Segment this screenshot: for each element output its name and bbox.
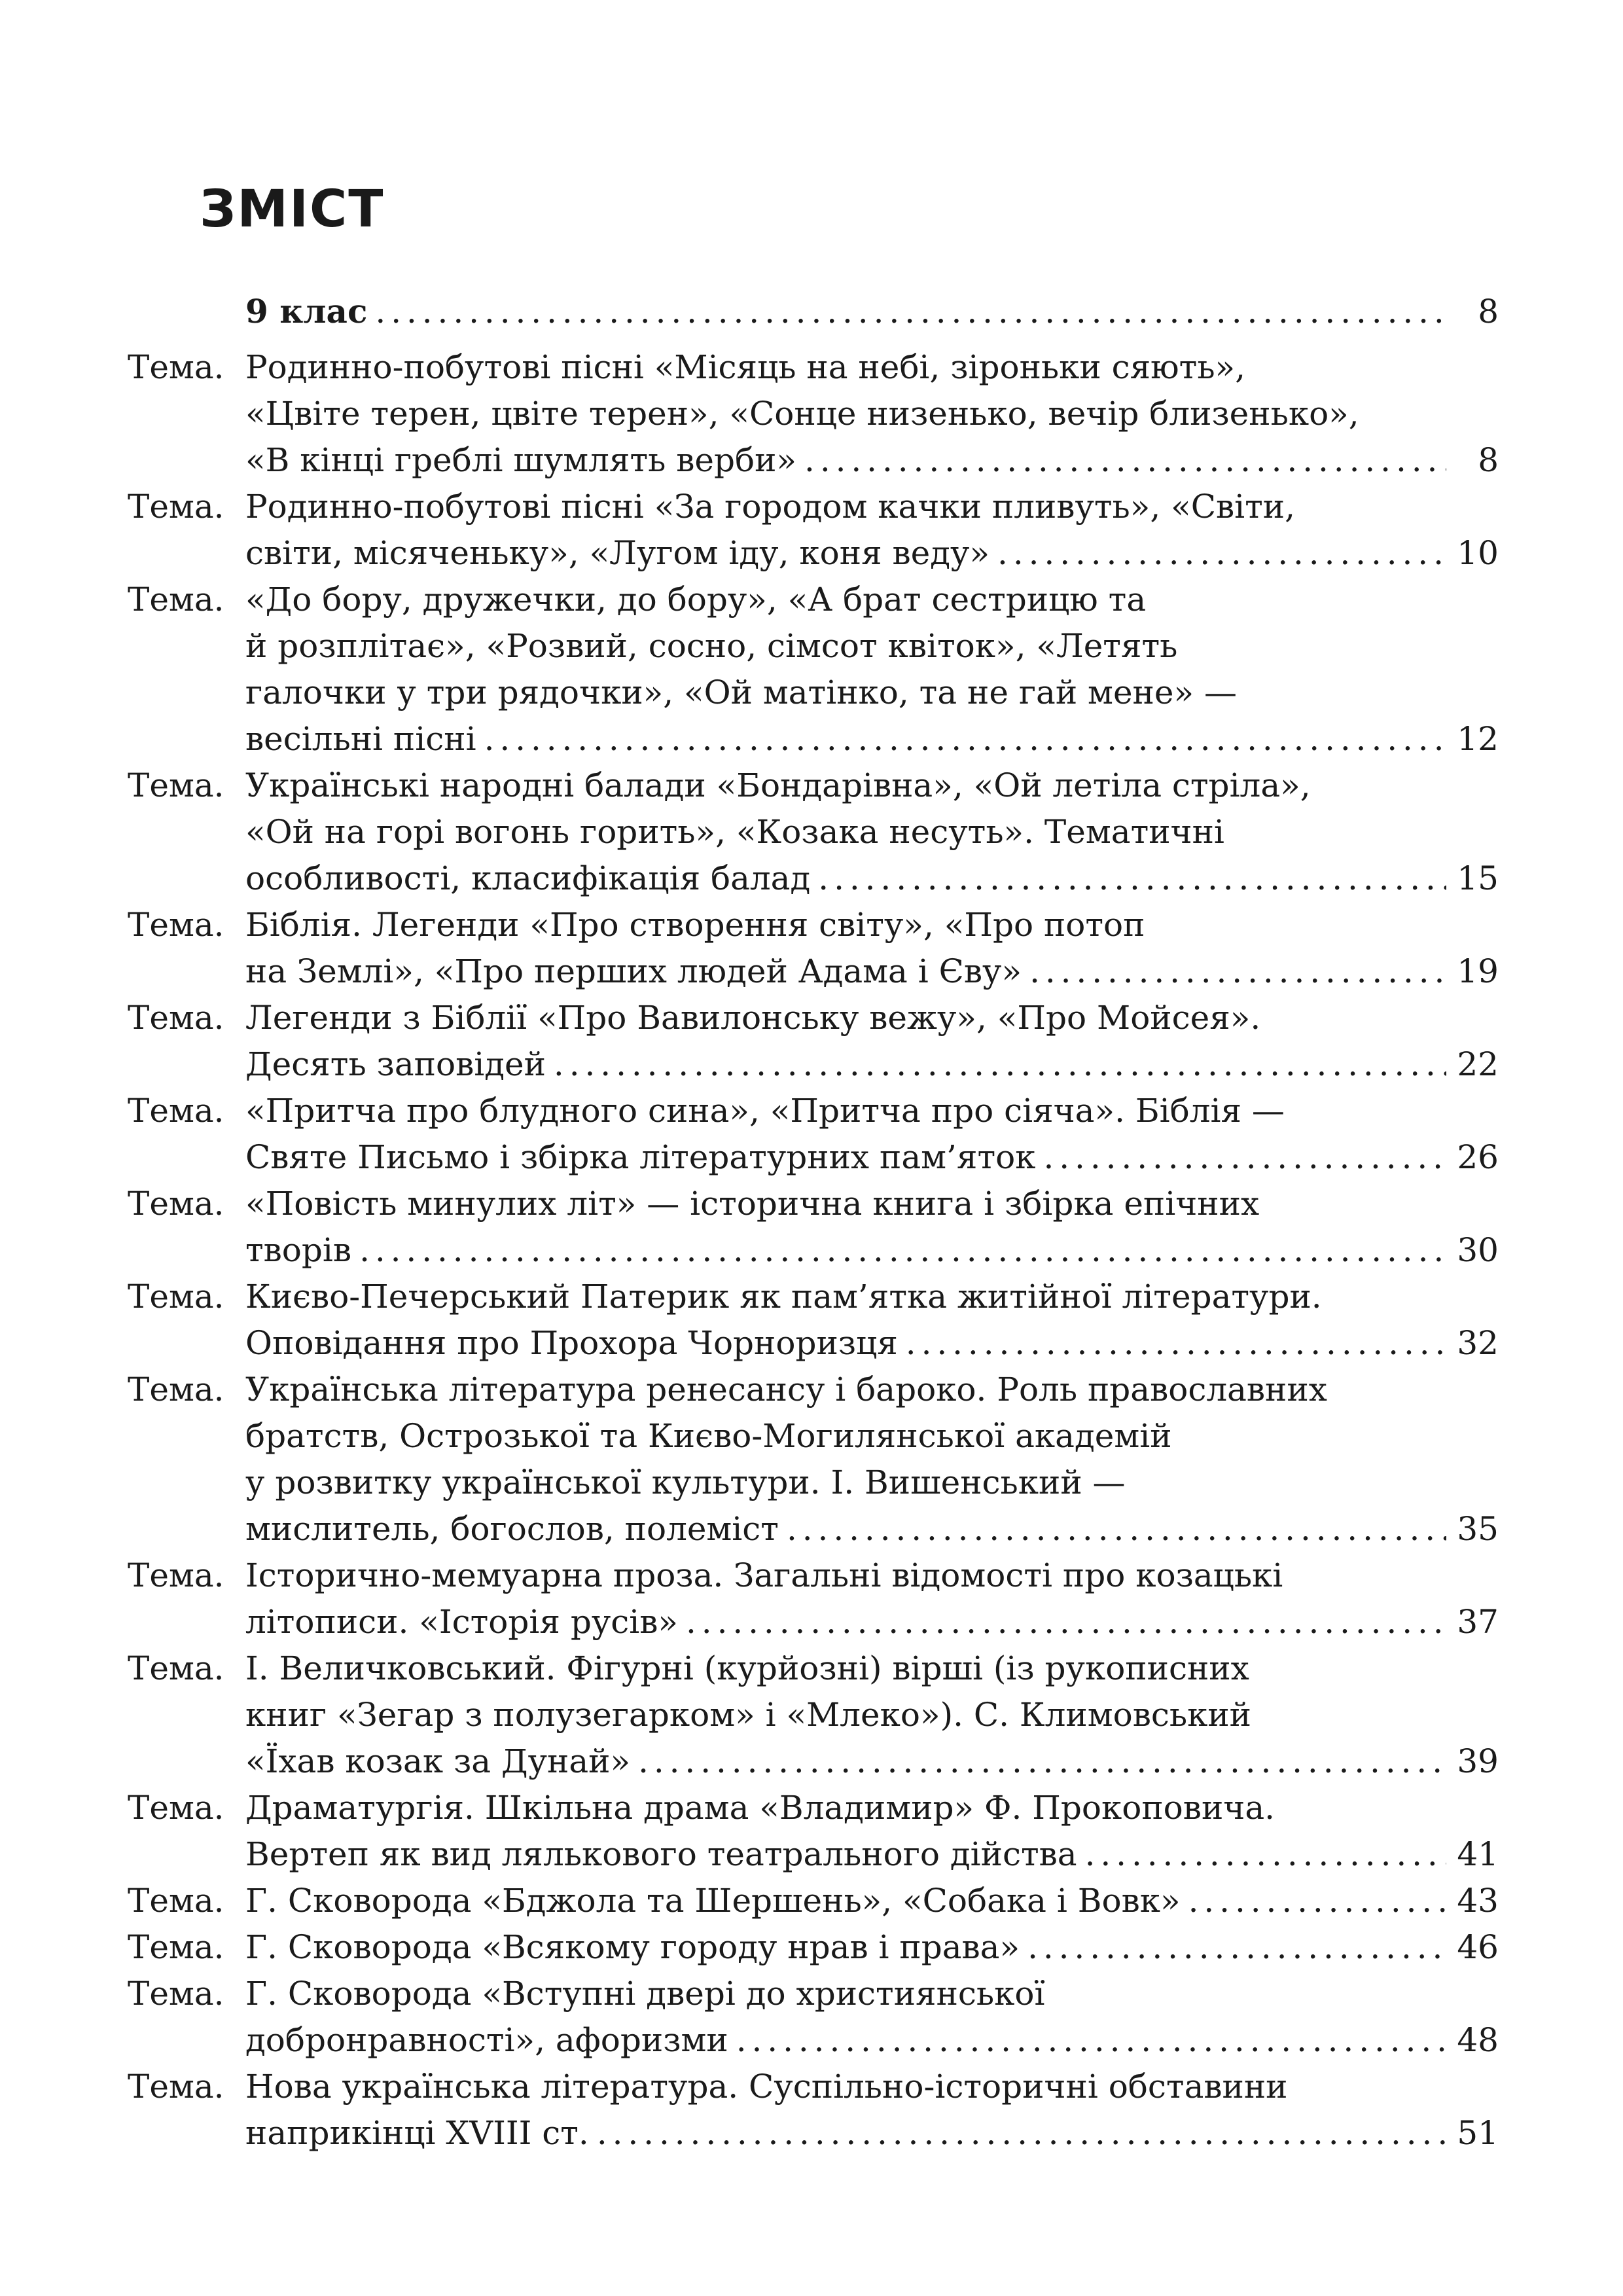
toc-entry-final-line	[245, 1878, 1499, 1924]
toc-entry-prefix: Тема.	[128, 906, 224, 944]
page-number: 37	[1457, 1603, 1499, 1641]
dot-leader	[810, 855, 1446, 902]
toc-entry-final-line	[245, 1738, 1499, 1785]
toc-entry-prefix: Тема.	[128, 1975, 224, 2013]
toc-entry-body	[245, 288, 1499, 335]
toc-entry-line: Історично-мемуарна проза. Загальні відомості про козацькі	[245, 1556, 1283, 1594]
toc-entry-final-line	[245, 716, 1499, 762]
toc-entry-line: галочки у три рядочки», «Ой матінко, та не гай мене» —	[245, 673, 1237, 711]
toc-entry-title-end: «В кінці греблі шумлять верби»	[245, 441, 797, 479]
toc-entry-final-line	[245, 855, 1499, 902]
toc-entry-line: Легенди з Біблії «Про Вавилонську вежу», «Про Мойсея».	[245, 999, 1261, 1037]
toc-entry-prefix: Тема.	[128, 766, 224, 804]
toc-entry-line: книг «Зегар з полузегарком» і «Млеко»). С. Климовський	[245, 1696, 1251, 1734]
dot-leader	[1035, 1134, 1446, 1181]
toc-entry-title-end: Десять заповідей	[245, 1045, 546, 1083]
toc-entry-body	[245, 344, 1499, 484]
toc-entry-line: братств, Острозької та Києво-Могилянської академій	[245, 1417, 1172, 1455]
toc-entry-body	[245, 1971, 1499, 2064]
toc-entry-prefix: Тема.	[128, 1092, 224, 1130]
page-number: 12	[1457, 720, 1499, 758]
toc-entry-body	[245, 1924, 1499, 1971]
toc-entry-body	[245, 1645, 1499, 1785]
dot-leader	[1181, 1878, 1446, 1924]
page-number: 30	[1457, 1231, 1499, 1269]
toc-entry-prefix: Тема.	[128, 1928, 224, 1966]
toc-entry	[128, 1971, 1499, 2064]
page-number: 15	[1457, 859, 1499, 897]
toc-entry-prefix: Тема.	[128, 999, 224, 1037]
toc-entry-prefix: Тема.	[128, 1278, 224, 1316]
toc-entry-prefix: Тема.	[128, 1882, 224, 1920]
page-number: 22	[1457, 1045, 1499, 1083]
toc-entry-body	[245, 762, 1499, 902]
dot-leader	[1020, 1924, 1446, 1971]
toc-entry-final-line	[245, 530, 1499, 577]
toc-entry-title-end: творів	[245, 1231, 352, 1269]
page-number: 46	[1457, 1928, 1499, 1966]
toc-entry	[128, 762, 1499, 902]
toc-entry-line: Родинно-побутові пісні «За городом качки пливуть», «Світи,	[245, 488, 1296, 526]
toc-entry	[128, 1088, 1499, 1181]
toc-entry-line: «Цвіте терен, цвіте терен», «Сонце низенько, вечір близенько»,	[245, 395, 1359, 433]
toc-entry-body	[245, 1088, 1499, 1181]
toc-entry-final-line	[245, 1134, 1499, 1181]
toc-entry-title-end: мислитель, богослов, полеміст	[245, 1510, 779, 1548]
page-number: 32	[1457, 1324, 1499, 1362]
toc-entry	[128, 1274, 1499, 1367]
table-of-contents	[128, 288, 1499, 2157]
toc-entry-final-line	[245, 1924, 1499, 1971]
toc-entry-title-end: 9 клас	[245, 292, 368, 331]
dot-leader	[1022, 948, 1446, 995]
toc-entry-final-line	[245, 1599, 1499, 1645]
page-number: 35	[1457, 1510, 1499, 1548]
toc-entry	[128, 1645, 1499, 1785]
page-title: ЗМІСТ	[200, 180, 385, 239]
toc-entry	[128, 577, 1499, 762]
toc-entry-final-line	[245, 1831, 1499, 1878]
toc-entry-line: «До бору, дружечки, до бору», «А брат сестрицю та	[245, 581, 1147, 619]
toc-entry-line: Біблія. Легенди «Про створення світу», «Про потоп	[245, 906, 1145, 944]
toc-entry-final-line	[245, 437, 1499, 484]
page-number: 19	[1457, 952, 1499, 990]
toc-entry-line: Нова українська література. Суспільно-історичні обставини	[245, 2068, 1288, 2106]
toc-entry-prefix: Тема.	[128, 1789, 224, 1827]
toc-entry	[128, 995, 1499, 1088]
toc-entry-line: Українські народні балади «Бондарівна», «Ой летіла стріла»,	[245, 766, 1311, 804]
dot-leader	[990, 530, 1446, 577]
page-number: 41	[1457, 1835, 1499, 1873]
toc-entry-final-line	[245, 1227, 1499, 1274]
toc-entry-line: й розплітає», «Розвий, сосно, сімсот квіток», «Летять	[245, 627, 1178, 665]
toc-entry-line: Українська література ренесансу і бароко. Роль православних	[245, 1371, 1327, 1408]
dot-leader	[351, 1227, 1446, 1274]
toc-entry-final-line	[245, 1041, 1499, 1088]
toc-entry-line: Родинно-побутові пісні «Місяць на небі, зіроньки сяють»,	[245, 348, 1246, 386]
toc-entry-prefix: Тема.	[128, 1556, 224, 1594]
toc-entry-body	[245, 995, 1499, 1088]
toc-entry-line: «Повість минулих літ» — історична книга і збірка епічних	[245, 1185, 1260, 1223]
dot-leader	[589, 2110, 1446, 2157]
toc-entry-final-line	[245, 1506, 1499, 1552]
toc-entry-body	[245, 1274, 1499, 1367]
toc-entry-final-line	[245, 2017, 1499, 2064]
toc-entry-title-end: Г. Сковорода «Бджола та Шершень», «Собака і Вовк»	[245, 1882, 1181, 1920]
toc-entry-title-end: Святе Письмо і збірка літературних пам’яток	[245, 1138, 1036, 1176]
dot-leader	[367, 289, 1446, 335]
toc-entry-line: Драматургія. Шкільна драма «Владимир» Ф. Прокоповича.	[245, 1789, 1275, 1827]
dot-leader	[630, 1738, 1446, 1785]
dot-leader	[728, 2017, 1446, 2064]
toc-entry	[128, 1367, 1499, 1552]
toc-entry	[128, 344, 1499, 484]
toc-entry-body	[245, 577, 1499, 762]
toc-entry-prefix: Тема.	[128, 488, 224, 526]
toc-entry	[128, 484, 1499, 577]
toc-entry-prefix: Тема.	[128, 2068, 224, 2106]
toc-entry-title-end: Вертеп як вид лялькового театрального дійства	[245, 1835, 1077, 1873]
page-number: 51	[1457, 2114, 1499, 2152]
toc-entry-body	[245, 484, 1499, 577]
toc-entry-title-end: «Їхав козак за Дунай»	[245, 1742, 631, 1780]
toc-entry-prefix	[128, 288, 245, 335]
toc-entry	[128, 288, 1499, 335]
toc-entry-title-end: світи, місяченьку», «Лугом іду, коня веду»	[245, 534, 990, 572]
dot-leader	[678, 1599, 1446, 1645]
toc-entry-body	[245, 1552, 1499, 1645]
toc-entry-line: «Ой на горі вогонь горить», «Козака несуть». Тематичні	[245, 813, 1224, 851]
toc-entry-title-end: весільні пісні	[245, 720, 476, 758]
toc-entry	[128, 2064, 1499, 2157]
dot-leader	[796, 437, 1446, 484]
dot-leader	[546, 1041, 1446, 1088]
toc-entry-line: Г. Сковорода «Вступні двері до християнської	[245, 1975, 1045, 2013]
toc-entry	[128, 1181, 1499, 1274]
dot-leader	[898, 1320, 1446, 1367]
toc-entry-body	[245, 1785, 1499, 1878]
toc-entry-title-end: на Землі», «Про перших людей Адама і Єву»	[245, 952, 1022, 990]
toc-entry-body	[245, 1367, 1499, 1552]
toc-entry-title-end: Г. Сковорода «Всякому городу нрав і права»	[245, 1928, 1020, 1966]
toc-entry-prefix: Тема.	[128, 1185, 224, 1223]
toc-entry	[128, 1924, 1499, 1971]
toc-entry	[128, 1552, 1499, 1645]
toc-entry-title-end: Оповідання про Прохора Чорноризця	[245, 1324, 898, 1362]
toc-entry-body	[245, 1181, 1499, 1274]
toc-entry-prefix: Тема.	[128, 1371, 224, 1408]
dot-leader	[1077, 1831, 1446, 1878]
toc-entry-final-line	[245, 288, 1499, 335]
toc-entry-body	[245, 902, 1499, 995]
dot-leader	[779, 1506, 1446, 1552]
dot-leader	[476, 716, 1446, 762]
page-number: 26	[1457, 1138, 1499, 1176]
toc-entry-title-end: літописи. «Історія русів»	[245, 1603, 678, 1641]
toc-entry-line: у розвитку української культури. І. Вишенський —	[245, 1463, 1126, 1501]
toc-entry-title-end: наприкінці XVIII ст.	[245, 2114, 589, 2152]
toc-entry	[128, 1878, 1499, 1924]
toc-entry-title-end: особливості, класифікація балад	[245, 859, 811, 897]
page-number: 39	[1457, 1742, 1499, 1780]
page-number: 8	[1478, 441, 1499, 479]
toc-entry-title-end: добронравності», афоризми	[245, 2021, 728, 2059]
toc-entry	[128, 1785, 1499, 1878]
toc-entry-prefix: Тема.	[128, 1649, 224, 1687]
toc-entry-line: «Притча про блудного сина», «Притча про сіяча». Біблія —	[245, 1092, 1285, 1130]
toc-entry-prefix: Тема.	[128, 581, 224, 619]
toc-entry-prefix: Тема.	[128, 348, 224, 386]
toc-entry-body	[245, 2064, 1499, 2157]
toc-entry-final-line	[245, 1320, 1499, 1367]
page-number: 10	[1457, 534, 1499, 572]
toc-entry-final-line	[245, 2110, 1499, 2157]
toc-entry	[128, 902, 1499, 995]
page-number: 8	[1478, 293, 1499, 331]
page-number: 48	[1457, 2021, 1499, 2059]
toc-entry-line: І. Величковський. Фігурні (курйозні) вірші (із рукописних	[245, 1649, 1249, 1687]
toc-entry-line: Києво-Печерський Патерик як пам’ятка житійної літератури.	[245, 1278, 1322, 1316]
toc-entry-final-line	[245, 948, 1499, 995]
page-number: 43	[1457, 1882, 1499, 1920]
toc-entry-body	[245, 1878, 1499, 1924]
